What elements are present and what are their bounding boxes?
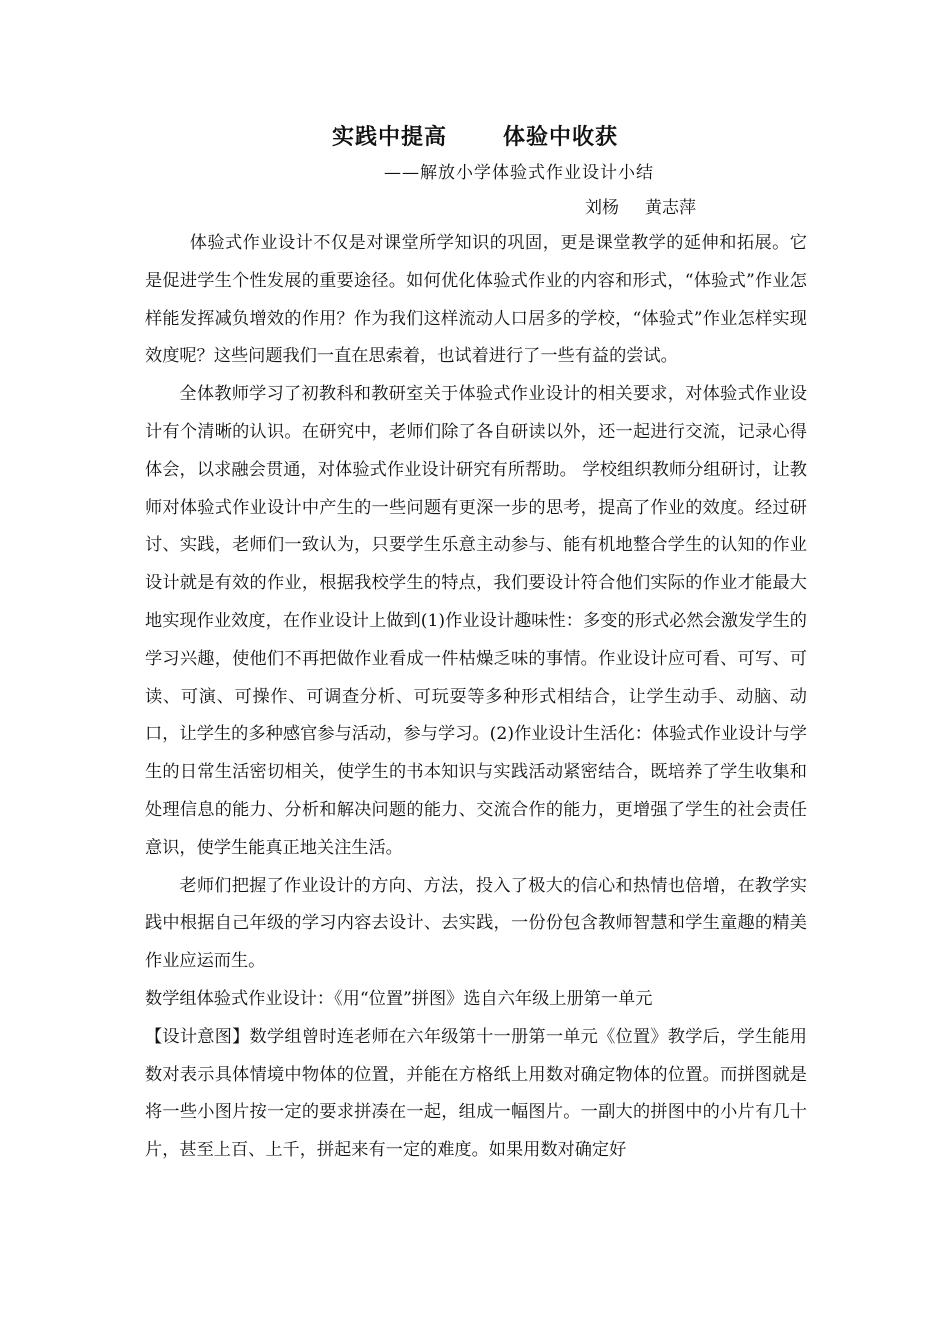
body-paragraph: 老师们把握了作业设计的方向、方法，投入了极大的信心和热情也倍增，在教学实践中根据自己年级的学习内容去设计、去实践，一份份包含教师智慧和学生童趣的精美作业应运而生。 [145,875,807,972]
body-paragraph: 【设计意图】数学组曾时连老师在六年级第十一册第一单元《位置》教学后，学生能用数对表示具体情境中物体的位置，并能在方格纸上用数对确定物体的位置。而拼图就是将一些小图片按一定的要求拼凑在一起，组成一幅图片。一副大的拼图中的小片有几十片，甚至上百、上千，拼起来有一定的难度。如果用数对确定好 [145,1026,807,1161]
document-subtitle: ——解放小学体验式作业设计小结 [384,163,654,183]
document-authors [585,194,696,222]
body-paragraph: 体验式作业设计不仅是对课堂所学知识的巩固，更是课堂教学的延伸和拓展。它是促进学生个性发展的重要途径。如何优化体验式作业的内容和形式，“体验式”作业怎样能发挥减负增效的作用？作为我们这样流动人口居多的学校，“体验式”作业怎样实现效度呢？这些问题我们一直在思索着，也试着进行了一些有益的尝试。 [145,233,807,367]
document-body [145,225,807,1170]
document-title [0,120,950,154]
title-part-1: 实践中提高 [331,124,447,150]
section-heading: 数学组体验式作业设计：《用“位置”拼图》选自六年级上册第一单元 [145,988,653,1009]
author-name: 黄志萍 [645,198,696,218]
title-part-2: 体验中收获 [503,124,619,150]
body-paragraph: 全体教师学习了初教科和教研室关于体验式作业设计的相关要求，对体验式作业设计有个清晰的认识。在研究中，老师们除了各自研读以外，还一起进行交流，记录心得体会，以求融会贯通，对体验式作业设计研究有所帮助。 学校组织教师分组研讨，让教师对体验式作业设计中产生的一些问题有更深一步的思考，提高了作业的效度。经过研讨、实践，老师们一致认为，只要学生乐意主动参与、能有机地整合学生的认知的作业设计就是有效的作业，根据我校学生的特点，我们要设计符合他们实际的作业才能最大地实现作业效度，在作业设计上做到(1)作业设计趣味性：多变的形式必然会激发学生的学习兴趣，使他们不再把做作业看成一件枯燥乏味的事情。作业设计应可看、可写、可读、可演、可操作、可调查分析、可玩耍等多种形式相结合，让学生动手、动脑、动口，让学生的多种感官参与活动，参与学习。(2)作业设计生活化：体验式作业设计与学生的日常生活密切相关，使学生的书本知识与实践活动紧密结合，既培养了学生收集和处理信息的能力、分析和解决问题的能力、交流合作的能力，更增强了学生的社会责任意识，使学生能真正地关注生活。 [145,384,807,858]
author-name: 刘杨 [585,198,619,218]
